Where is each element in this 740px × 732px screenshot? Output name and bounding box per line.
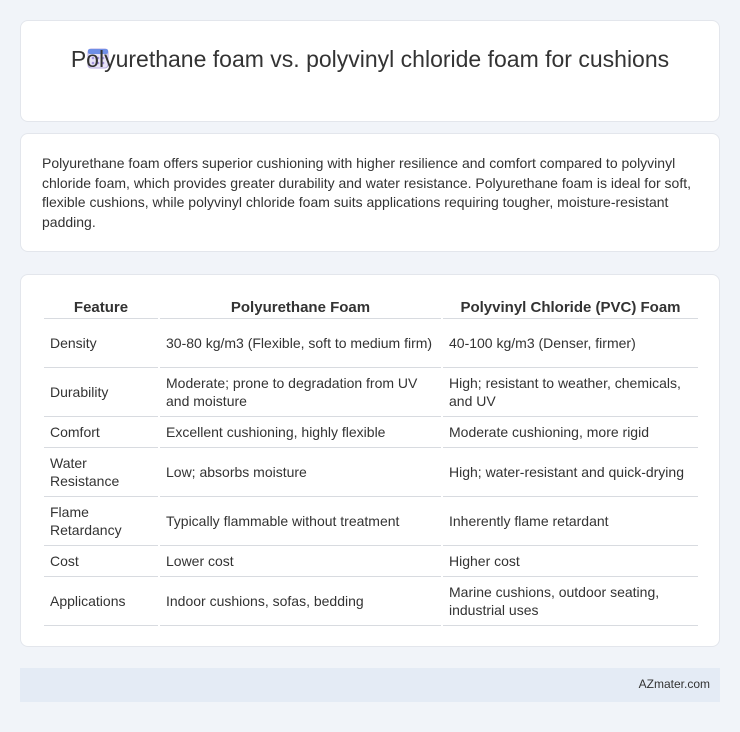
table-row: [44, 417, 698, 448]
pvc-cell: Marine cushions, outdoor seating, industrial uses: [443, 577, 698, 626]
header-polyurethane: Polyurethane Foam: [160, 295, 441, 319]
title-card: [20, 20, 720, 122]
table-header-row: [44, 295, 698, 319]
comparison-table-card: [20, 274, 720, 647]
feature-cell: Comfort: [44, 417, 158, 448]
comparison-table: [42, 295, 700, 626]
table-row: [44, 368, 698, 417]
polyurethane-cell: Low; absorbs moisture: [160, 448, 441, 497]
polyurethane-cell: Moderate; prone to degradation from UV and moisture: [160, 368, 441, 417]
pvc-cell: Moderate cushioning, more rigid: [443, 417, 698, 448]
table-row: [44, 319, 698, 368]
pvc-cell: High; water-resistant and quick-drying: [443, 448, 698, 497]
footer-bar: [20, 668, 720, 702]
pvc-cell: 40-100 kg/m3 (Denser, firmer): [443, 319, 698, 368]
header-feature: Feature: [44, 295, 158, 319]
table-row: [44, 497, 698, 546]
feature-cell: Cost: [44, 546, 158, 577]
summary-text: Polyurethane foam offers superior cushioning with higher resilience and comfort compared to polyvinyl chloride foam, which provides greater durability and water resistance. Polyurethane foam is ideal for soft, flexible cushions, while polyvinyl chloride foam suits applications requiring tougher, moisture-resistant padding.: [42, 155, 691, 230]
table-row: [44, 448, 698, 497]
pvc-cell: Higher cost: [443, 546, 698, 577]
table-row: [44, 546, 698, 577]
feature-cell: Density: [44, 319, 158, 368]
summary-card: [20, 133, 720, 252]
feature-cell: Applications: [44, 577, 158, 626]
polyurethane-cell: Typically flammable without treatment: [160, 497, 441, 546]
feature-cell: Durability: [44, 368, 158, 417]
feature-cell: Flame Retardancy: [44, 497, 158, 546]
polyurethane-cell: Indoor cushions, sofas, bedding: [160, 577, 441, 626]
table-row: [44, 577, 698, 626]
polyurethane-cell: Excellent cushioning, highly flexible: [160, 417, 441, 448]
page-title: Polyurethane foam vs. polyvinyl chloride foam for cushions: [70, 46, 670, 72]
footer-site-link[interactable]: AZmater.com: [638, 677, 710, 691]
feature-cell: Water Resistance: [44, 448, 158, 497]
header-pvc: Polyvinyl Chloride (PVC) Foam: [443, 295, 698, 319]
pvc-cell: High; resistant to weather, chemicals, and UV: [443, 368, 698, 417]
polyurethane-cell: 30-80 kg/m3 (Flexible, soft to medium firm): [160, 319, 441, 368]
polyurethane-cell: Lower cost: [160, 546, 441, 577]
pvc-cell: Inherently flame retardant: [443, 497, 698, 546]
